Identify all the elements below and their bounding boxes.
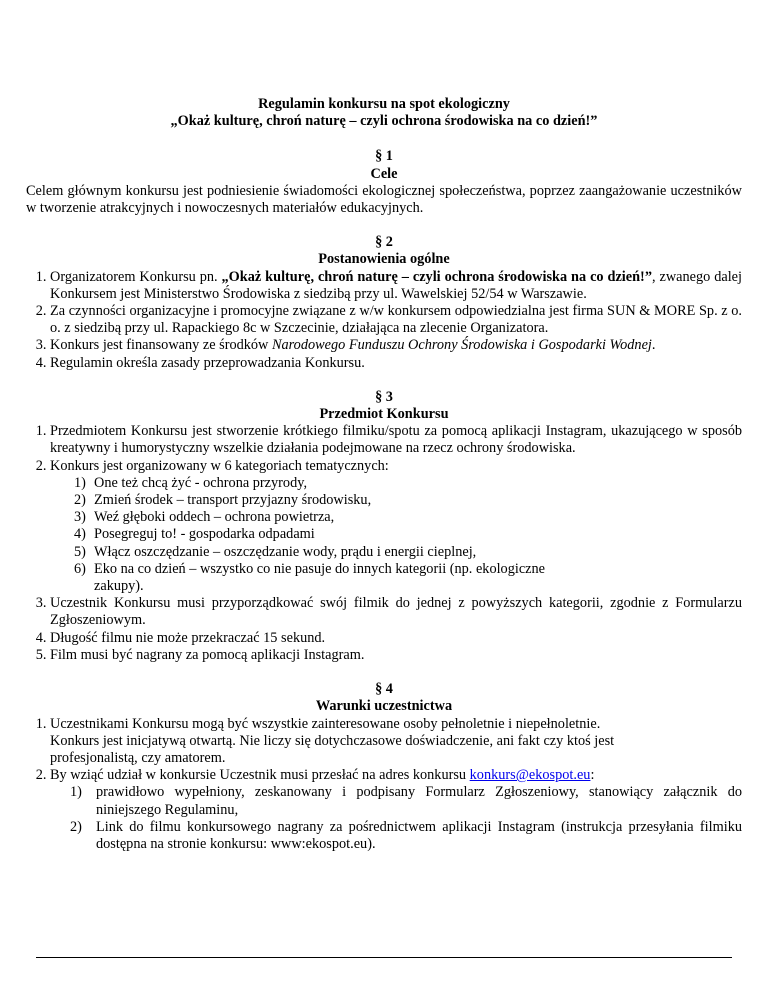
category-number: 3) <box>74 509 86 526</box>
section-4-heading <box>26 681 742 715</box>
section-3-list <box>0 423 742 664</box>
requirement-number: 2) <box>70 818 82 835</box>
section-3-heading <box>26 389 742 423</box>
section-3-title: Przedmiot Konkursu <box>319 406 449 423</box>
requirement-item <box>70 819 742 853</box>
section-1-title: Cele <box>370 165 398 182</box>
list-item: 1. Uczestnikami Konkursu mogą być wszystkie zainteresowane osoby pełnoletnie i niepełnoletnie. Konkurs jest inicjatywą otwartą. Nie liczy się dotychczasowe doświadczenie, ani fakt czy ktoś jest profesjonalistą, czy amatorem. <box>50 716 742 768</box>
section-2-title: Postanowienia ogólne <box>318 251 450 268</box>
category-item <box>74 526 742 543</box>
section-1-text: Celem głównym konkursu jest podniesienie świadomości ekologicznej społeczeństwa, poprzez zaangażowanie uczestników w tworzenie atrakcyjnych i nowoczesnych materiałów edukacyjnych. <box>26 182 742 217</box>
category-text: Eko na co dzień – wszystko co nie pasuje do innych kategorii (np. ekologiczne <box>94 560 546 577</box>
requirements-list <box>50 784 742 853</box>
category-item <box>74 474 742 492</box>
requirement-text: Link do filmu konkursowego nagrany za pośrednictwem aplikacji Instagram (instrukcja przesyłania filmiku dostępna na stronie konkursu: www:ekospot.eu). <box>96 818 742 852</box>
category-number: 4) <box>74 526 86 543</box>
fund-name: Narodowego Funduszu Ochrony Środowiska i Gospodarki Wodnej <box>271 337 652 354</box>
list-item: 3. Uczestnik Konkursu musi przyporządkować swój filmik do jednej z powyższych kategorii, zgodnie z Formularzu Zgłoszeniowym. <box>50 595 742 629</box>
category-text: One też chcą żyć - ochrona przyrody, <box>94 474 308 491</box>
category-item <box>74 560 742 578</box>
list-item: 4. Regulamin określa zasady przeprowadzania Konkursu. <box>50 355 742 372</box>
list-item: 2. Konkurs jest organizowany w 6 kategoriach tematycznych: 1) One też chcą żyć - ochrona przyrody, 2) Zmień środek – transport przyjazny środowisku, 3) Weź głęboki oddech – ochrona powietrza, 4) Posegreguj to! - gospodarka odpadami 5) Włącz oszczędzanie – oszczędzanie wody, prądu i energii cieplnej, 6) Eko na co dzień – wszystko co nie pasuje do innych kategorii (np. ekologiczne zakupy). <box>50 458 742 596</box>
section-2-list <box>0 269 742 372</box>
category-item <box>74 509 742 526</box>
list-item: 3. Konkurs jest finansowany ze środków Narodowego Funduszu Ochrony Środowiska i Gospodarki Wodnej. <box>50 337 742 354</box>
category-text: Zmień środek – transport przyjazny środowisku, <box>94 492 372 509</box>
list-item: 2. Za czynności organizacyjne i promocyjne związane z w/w konkursem odpowiedzialna jest firma SUN & MORE Sp. z o. o. z siedzibą przy ul. Rapackiego 8c w Szczecinie, działająca na zlecenie Organizatora. <box>50 303 742 337</box>
contest-email-link[interactable]: konkurs@ekospot.eu <box>469 767 591 784</box>
category-item <box>74 492 742 509</box>
category-text: Weź głęboki oddech – ochrona powietrza, <box>94 509 335 526</box>
title-line-2: „Okaż kulturę, chroń naturę – czyli ochrona środowiska na co dzień!” <box>170 113 598 130</box>
requirement-item <box>70 784 742 818</box>
page-bottom-rule <box>36 957 732 958</box>
list-item: 1. Przedmiotem Konkursu jest stworzenie krótkiego filmiku/spotu za pomocą aplikacji Instagram, ukazującego w sposób kreatywny i humorystyczny wszelkie działania podejmowane na rzecz ochrony środowiska. <box>50 423 742 457</box>
category-number: 5) <box>74 543 86 560</box>
category-item <box>94 578 742 595</box>
list-item: 4. Długość filmu nie może przekraczać 15 sekund. <box>50 630 742 647</box>
category-number: 6) <box>74 560 86 577</box>
section-4-list <box>0 716 742 854</box>
category-list <box>50 475 742 595</box>
category-text: zakupy). <box>94 578 144 595</box>
section-3-number: § 3 <box>375 388 393 405</box>
category-text: Włącz oszczędzanie – oszczędzanie wody, prądu i energii cieplnej, <box>94 543 477 560</box>
requirement-number: 1) <box>70 784 82 801</box>
section-2-number: § 2 <box>375 234 393 251</box>
category-number: 2) <box>74 492 86 509</box>
category-number: 1) <box>74 474 86 491</box>
list-item: 1. Organizatorem Konkursu pn. „Okaż kulturę, chroń naturę – czyli ochrona środowiska na co dzień!”, zwanego dalej Konkursem jest Ministerstwo Środowiska z siedzibą przy ul. Wawelskiej 52/54 w Warszawie. <box>50 269 742 303</box>
section-2-heading <box>26 234 742 268</box>
section-1-number: § 1 <box>375 148 393 165</box>
section-4-number: § 4 <box>375 681 393 698</box>
category-item <box>74 543 742 561</box>
contest-name: „Okaż kulturę, chroń naturę – czyli ochrona środowiska na co dzień!” <box>221 268 652 285</box>
document-title <box>26 96 742 130</box>
list-item: 5. Film musi być nagrany za pomocą aplikacji Instagram. <box>50 647 742 664</box>
section-4-title: Warunki uczestnictwa <box>315 698 453 715</box>
section-1-heading <box>26 148 742 182</box>
title-line-1: Regulamin konkursu na spot ekologiczny <box>258 96 510 112</box>
category-text: Posegreguj to! - gospodarka odpadami <box>94 526 315 543</box>
requirement-text: prawidłowo wypełniony, zeskanowany i podpisany Formularz Zgłoszeniowy, stanowiący załącznik do niniejszego Regulaminu, <box>96 784 742 818</box>
list-item: 2. By wziąć udział w konkursie Uczestnik musi przesłać na adres konkursu konkurs@ekospot.eu: 1) prawidłowo wypełniony, zeskanowany i podpisany Formularz Zgłoszeniowy, stanowiący załącznik do niniejszego Regulaminu, 2) Link do filmu konkursowego nagrany za pośrednictwem aplikacji Instagram (instrukcja przesyłania filmiku dostępna na stronie konkursu: www:ekospot.eu). <box>50 767 742 853</box>
